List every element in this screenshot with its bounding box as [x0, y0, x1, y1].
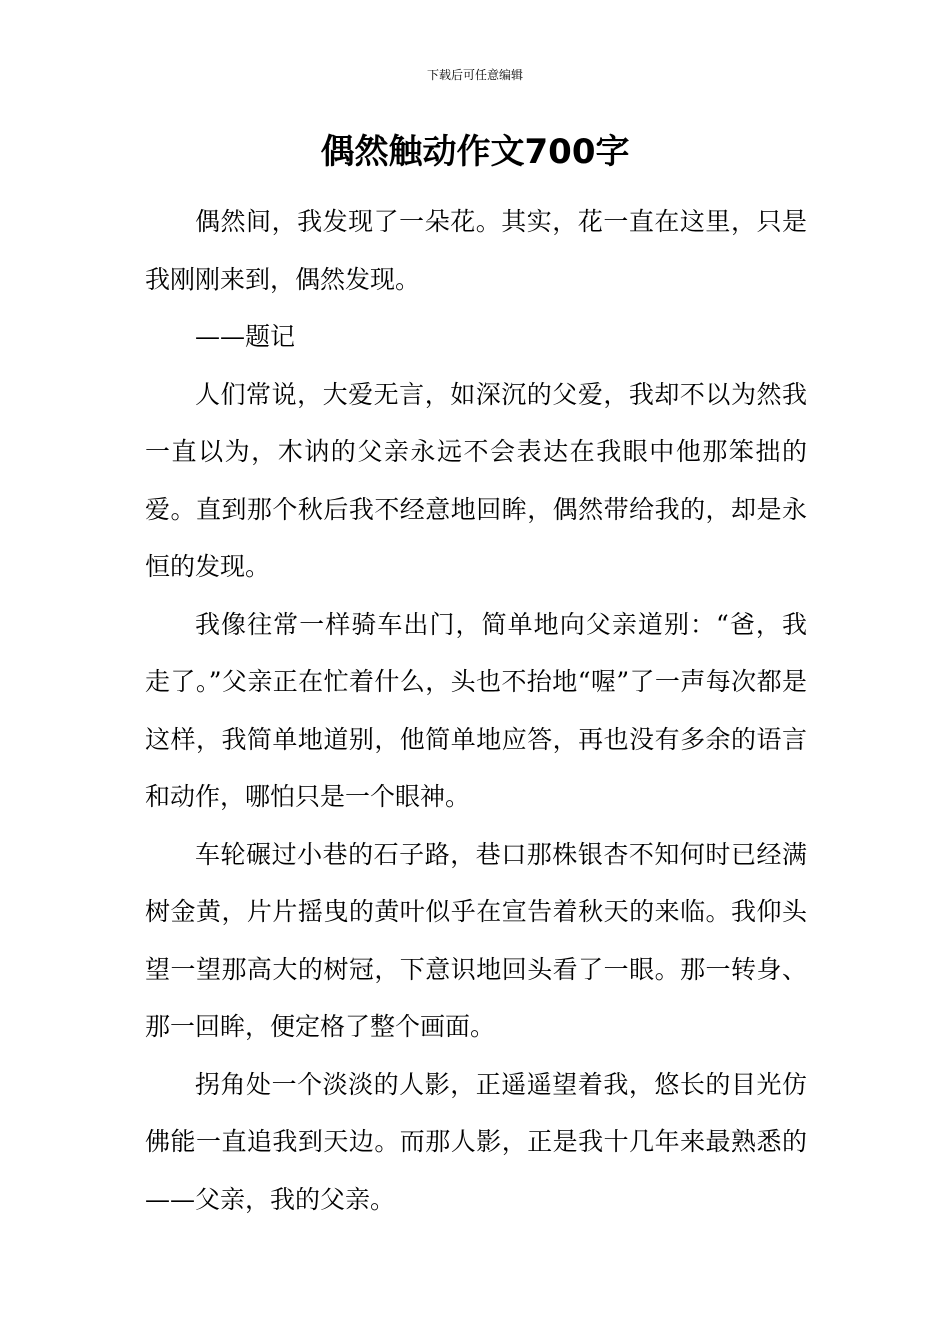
paragraph-ginkgo: 车轮碾过小巷的石子路，巷口那株银杏不知何时已经满树金黄，片片摇曳的黄叶似乎在宣告着秋天的来临。我仰头望一望那高大的树冠，下意识地回头看了一眼。那一转身、那一回眸，便定格了整个画面。 — [145, 839, 807, 1041]
paragraph-farewell: 我像往常一样骑车出门，简单地向父亲道别：“爸，我走了。”父亲正在忙着什么，头也不抬地“喔”了一声每次都是这样，我简单地道别，他简单地应答，再也没有多余的语言和动作，哪怕只是一个眼神。 — [145, 609, 807, 811]
document-title: 偶然触动作文700字 — [320, 132, 630, 172]
paragraph-intro: 偶然间，我发现了一朵花。其实，花一直在这里，只是我刚刚来到，偶然发现。 — [145, 207, 807, 294]
paragraph-epigraph-note: ——题记 — [195, 322, 296, 351]
paragraph-silhouette: 拐角处一个淡淡的人影，正遥遥望着我，悠长的目光仿佛能一直追我到天边。而那人影，正是我十几年来最熟悉的——父亲，我的父亲。 — [145, 1069, 807, 1214]
header-note: 下载后可任意编辑 — [426, 68, 523, 82]
paragraph-father-love: 人们常说，大爱无言，如深沉的父爱，我却不以为然我一直以为，木讷的父亲永远不会表达在我眼中他那笨拙的爱。直到那个秋后我不经意地回眸，偶然带给我的，却是永恒的发现。 — [145, 379, 807, 581]
document-body — [145, 193, 807, 1228]
